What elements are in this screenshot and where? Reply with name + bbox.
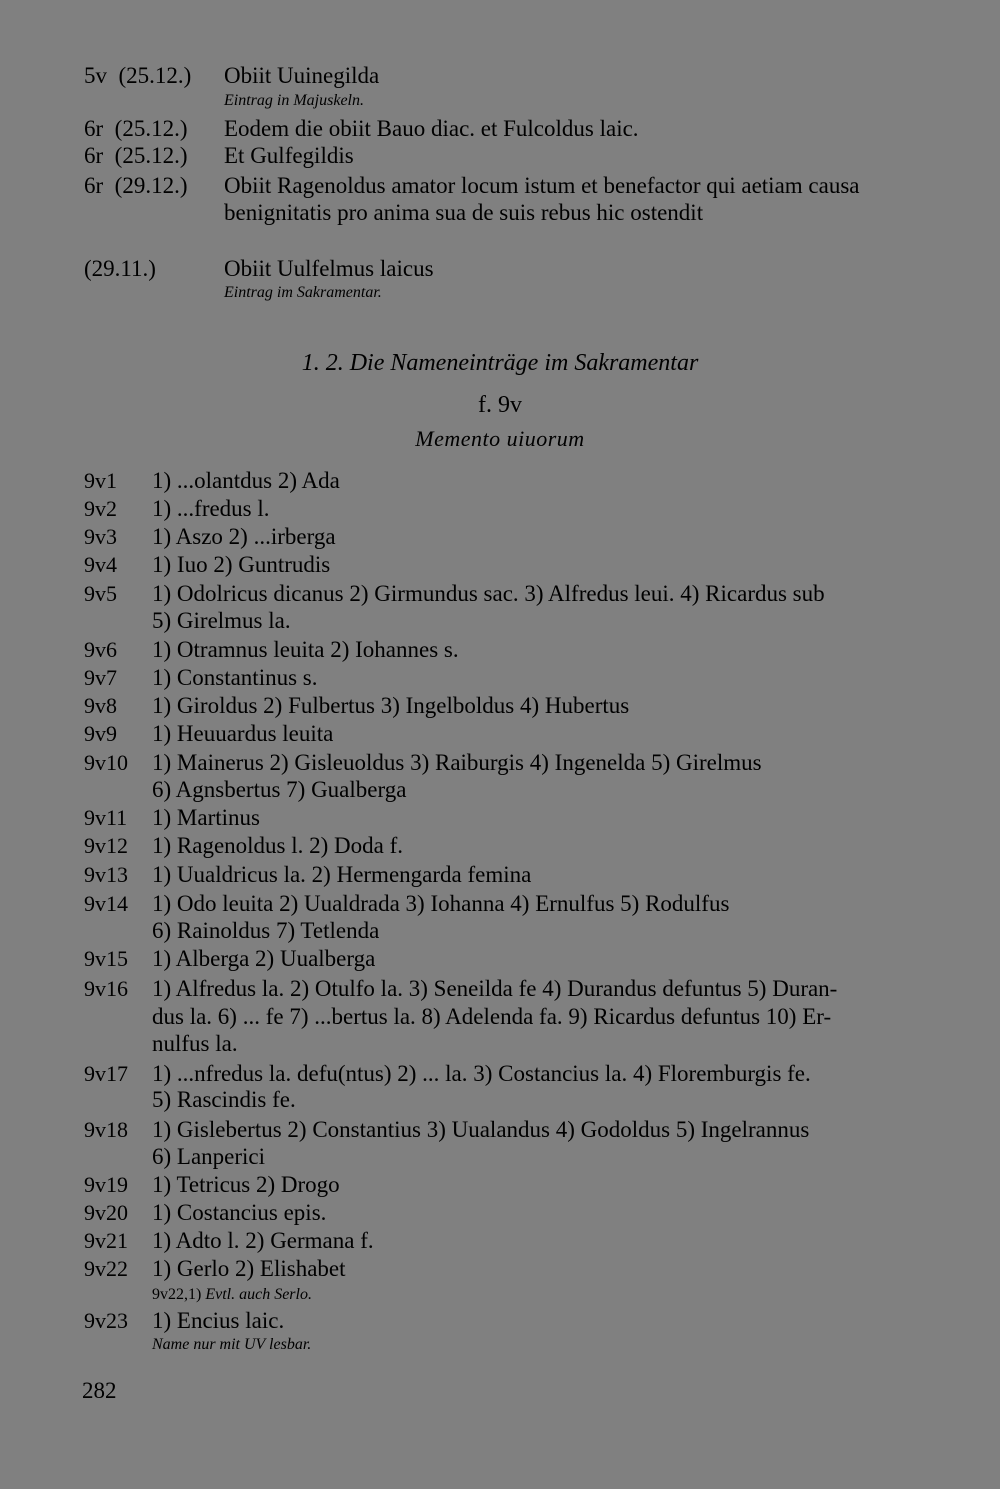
entry-text-line: 1) Uualdricus la. 2) Hermengarda femina [152, 862, 532, 887]
entry-text-line: dus la. 6) ... fe 7) ...bertus la. 8) Adelenda fa. 9) Ricardus defuntus 10) Er- [152, 1004, 832, 1029]
entry-id: 9v2 [84, 496, 117, 521]
entry-id: 9v8 [84, 693, 117, 718]
section-heading: 1. 2. Die Nameneinträge im Sakramentar [301, 350, 699, 376]
entry-footnote [152, 1285, 312, 1305]
page-number: 282 [82, 1378, 117, 1403]
entry-text-line: 1) Odo leuita 2) Uualdrada 3) Iohanna 4) Ernulfus 5) Rodulfus [152, 891, 730, 916]
entry-id: 9v9 [84, 721, 117, 746]
memento-subheading: Memento uiuorum [415, 426, 585, 451]
obit-text: benignitatis pro anima sua de suis rebus hic ostendit [224, 200, 704, 225]
entry-id: 9v19 [84, 1172, 128, 1197]
obit-text: Obiit Ragenoldus amator locum istum et benefactor qui aetiam causa [224, 173, 860, 198]
footnote-text: Evtl. auch Serlo. [205, 1286, 312, 1303]
entry-text-line: 1) Odolricus dicanus 2) Girmundus sac. 3) Alfredus leui. 4) Ricardus sub [152, 581, 825, 606]
entry-text-line: nulfus la. [152, 1031, 238, 1056]
footnote-text: Name nur mit UV lesbar. [152, 1336, 312, 1353]
entry-id: 9v20 [84, 1200, 128, 1225]
entry-text-line: 1) Otramnus leuita 2) Iohannes s. [152, 637, 459, 662]
entry-text-line: 5) Girelmus la. [152, 608, 291, 633]
entry-id: 9v14 [84, 891, 128, 916]
entry-text-line: 1) Iuo 2) Guntrudis [152, 552, 331, 577]
obit-folio-date: 6r (29.12.) [84, 173, 188, 198]
entry-id: 9v5 [84, 581, 117, 606]
entry-text-line: 6) Lanperici [152, 1144, 266, 1169]
entry-text-line: 1) ...fredus l. [152, 496, 270, 521]
obit-text: Eodem die obiit Bauo diac. et Fulcoldus laic. [224, 116, 639, 141]
entry-id: 9v16 [84, 976, 128, 1001]
entry-id: 9v3 [84, 524, 117, 549]
entry-text-line: 1) Aszo 2) ...irberga [152, 524, 336, 549]
entry-id: 9v21 [84, 1228, 128, 1253]
entry-text-line: 1) ...olantdus 2) Ada [152, 468, 340, 493]
entry-text-line: 1) Encius laic. [152, 1308, 285, 1333]
obit-date: (29.11.) [84, 256, 156, 281]
obit-note: Eintrag im Sakramentar. [224, 284, 382, 301]
entry-id: 9v22 [84, 1256, 128, 1281]
entry-id: 9v12 [84, 833, 128, 858]
entry-id: 9v4 [84, 552, 117, 577]
obit-text: Obiit Uuinegilda [224, 63, 380, 88]
entry-text-line: 1) Alberga 2) Uualberga [152, 946, 376, 971]
entry-text-line: 1) Mainerus 2) Gisleuoldus 3) Raiburgis 4) Ingenelda 5) Girelmus [152, 750, 762, 775]
entry-id: 9v15 [84, 946, 128, 971]
folio-heading: f. 9v [478, 392, 522, 418]
entry-text-line: 1) Tetricus 2) Drogo [152, 1172, 340, 1197]
entry-text-line: 1) Martinus [152, 805, 260, 830]
entry-text-line: 1) Alfredus la. 2) Otulfo la. 3) Seneilda fe 4) Durandus defuntus 5) Duran- [152, 976, 838, 1001]
entry-text-line: 1) Giroldus 2) Fulbertus 3) Ingelboldus 4) Hubertus [152, 693, 630, 718]
entry-footnote [152, 1335, 311, 1355]
entry-text-line: 1) Costancius epis. [152, 1200, 327, 1225]
entry-text-line: 1) Gislebertus 2) Constantius 3) Uualandus 4) Godoldus 5) Ingelrannus [152, 1117, 810, 1142]
entry-text-line: 5) Rascindis fe. [152, 1087, 296, 1112]
entry-id: 9v6 [84, 637, 117, 662]
entry-text-line: 1) Gerlo 2) Elishabet [152, 1256, 346, 1281]
entry-id: 9v13 [84, 862, 128, 887]
entry-id: 9v10 [84, 750, 128, 775]
entry-text-line: 1) Ragenoldus l. 2) Doda f. [152, 833, 404, 858]
obit-folio-date: 6r (25.12.) [84, 116, 188, 141]
entry-id: 9v7 [84, 665, 117, 690]
entry-text-line: 6) Rainoldus 7) Tetlenda [152, 918, 380, 943]
entry-text-line: 1) Heuuardus leuita [152, 721, 334, 746]
obit-text: Obiit Uulfelmus laicus [224, 256, 434, 281]
obit-note: Eintrag in Majuskeln. [224, 92, 364, 109]
obit-folio-date: 6r (25.12.) [84, 143, 188, 168]
entry-text-line: 1) Constantinus s. [152, 665, 318, 690]
footnote-ref: 9v22,1) [152, 1286, 202, 1303]
entry-id: 9v11 [84, 805, 128, 830]
entry-text-line: 6) Agnsbertus 7) Gualberga [152, 777, 407, 802]
obit-text: Et Gulfegildis [224, 143, 354, 168]
obit-folio-date: 5v (25.12.) [84, 63, 192, 88]
entry-id: 9v1 [84, 468, 117, 493]
entry-text-line: 1) Adto l. 2) Germana f. [152, 1228, 374, 1253]
entry-id: 9v23 [84, 1308, 128, 1333]
entry-id: 9v17 [84, 1061, 128, 1086]
entry-id: 9v18 [84, 1117, 128, 1142]
entry-text-line: 1) ...nfredus la. defu(ntus) 2) ... la. 3) Costancius la. 4) Floremburgis fe. [152, 1061, 811, 1086]
